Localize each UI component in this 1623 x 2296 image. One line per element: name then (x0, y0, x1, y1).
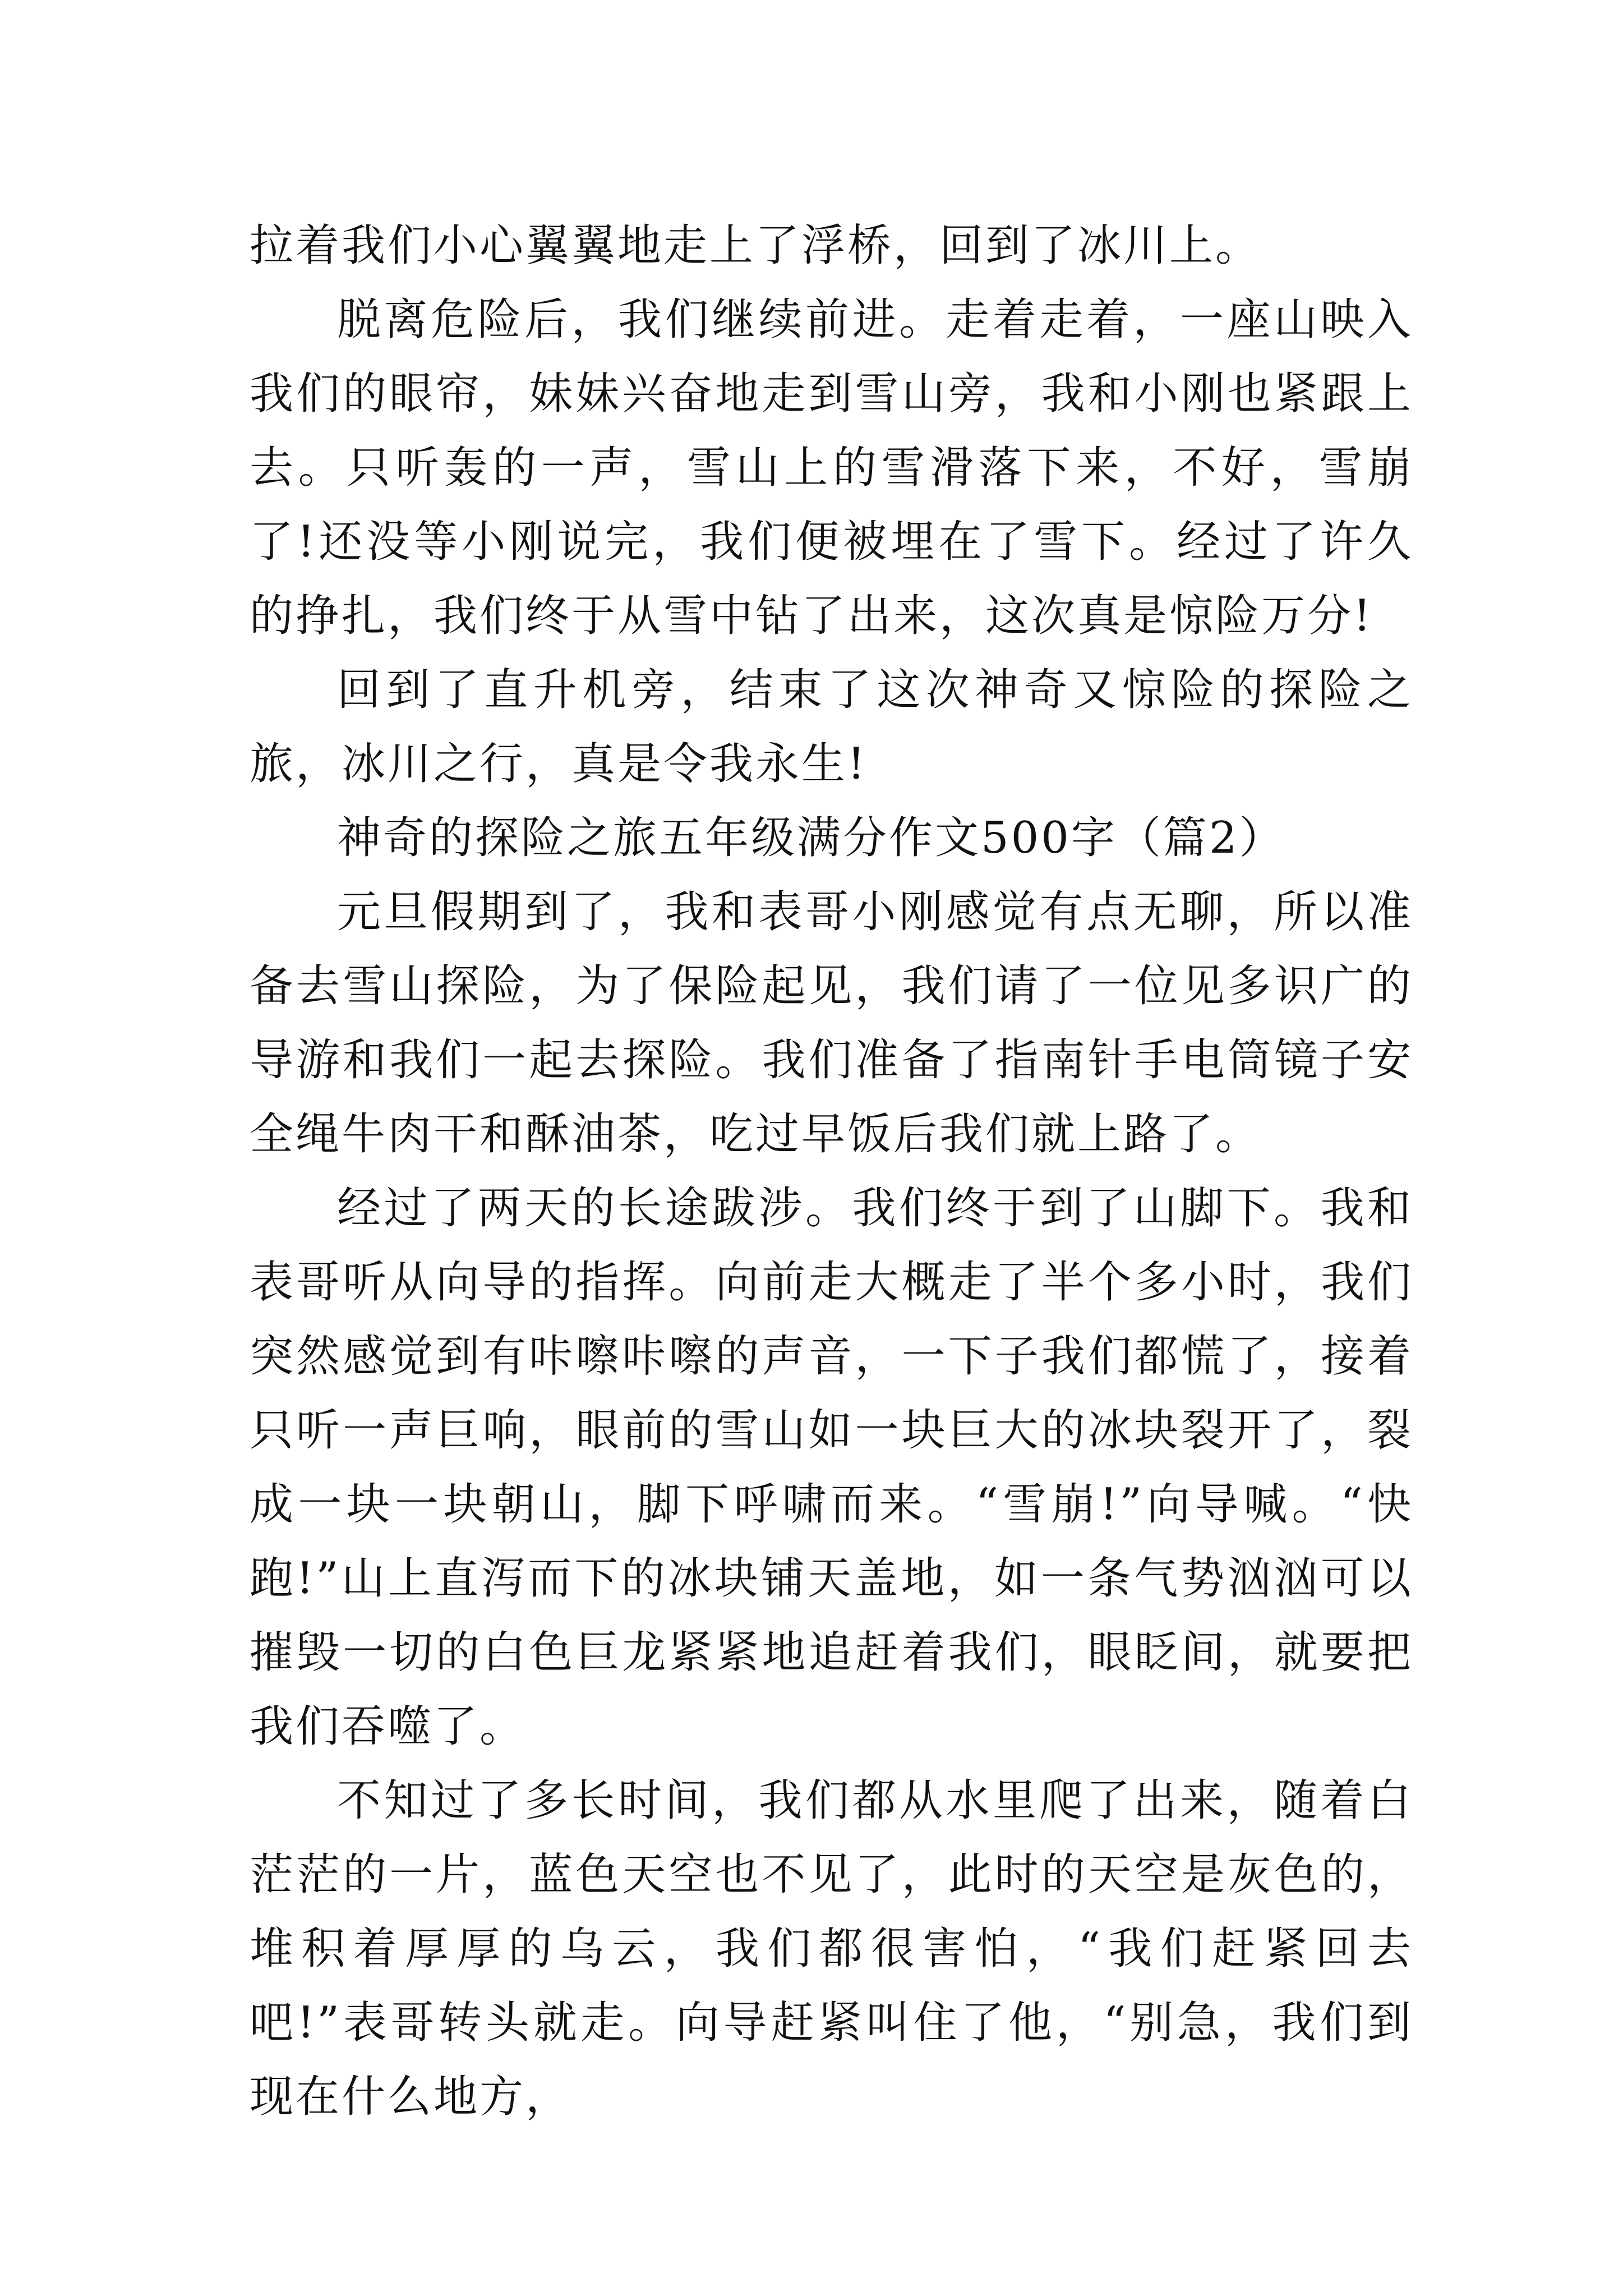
paragraph-5: 经过了两天的长途跋涉。我们终于到了山脚下。我和表哥听从向导的指挥。向前走大概走了半个多小时，我们突然感觉到有咔嚓咔嚓的声音，一下子我们都慌了，接着只听一声巨响，眼前的雪山如一块巨大的冰块裂开了，裂成一块一块朝山，脚下呼啸而来。“雪崩!”向导喊。“快跑!”山上直泻而下的冰块铺天盖地，如一条气势汹汹可以摧毁一切的白色巨龙紧紧地追赶着我们，眼眨间，就要把我们吞噬了。 (250, 1183, 1413, 1752)
paragraph-6: 不知过了多长时间，我们都从水里爬了出来，随着白茫茫的一片，蓝色天空也不见了，此时的天空是灰色的，堆积着厚厚的乌云，我们都很害怕，“我们赶紧回去吧!”表哥转头就走。向导赶紧叫住了他，“别急，我们到现在什么地方， (250, 1775, 1413, 2122)
paragraph-2: 脱离危险后，我们继续前进。走着走着，一座山映入我们的眼帘，妹妹兴奋地走到雪山旁，我和小刚也紧跟上去。只听轰的一声，雪山上的雪滑落下来，不好，雪崩了!还没等小刚说完，我们便被埋在了雪下。经过了许久的挣扎，我们终于从雪中钻了出来，这次真是惊险万分! (250, 295, 1413, 641)
paragraph-1: 拉着我们小心翼翼地走上了浮桥，回到了冰川上。 (250, 220, 1262, 271)
paragraph-3: 回到了直升机旁，结束了这次神奇又惊险的探险之旅，冰川之行，真是令我永生! (250, 665, 1413, 789)
article-body (250, 209, 1413, 2134)
section-title: 神奇的探险之旅五年级满分作文500字（篇2） (337, 813, 1285, 863)
paragraph-4: 元旦假期到了，我和表哥小刚感觉有点无聊，所以准备去雪山探险，为了保险起见，我们请了一位见多识广的导游和我们一起去探险。我们准备了指南针手电筒镜子安全绳牛肉干和酥油茶，吃过早饭后我们就上路了。 (250, 887, 1413, 1159)
